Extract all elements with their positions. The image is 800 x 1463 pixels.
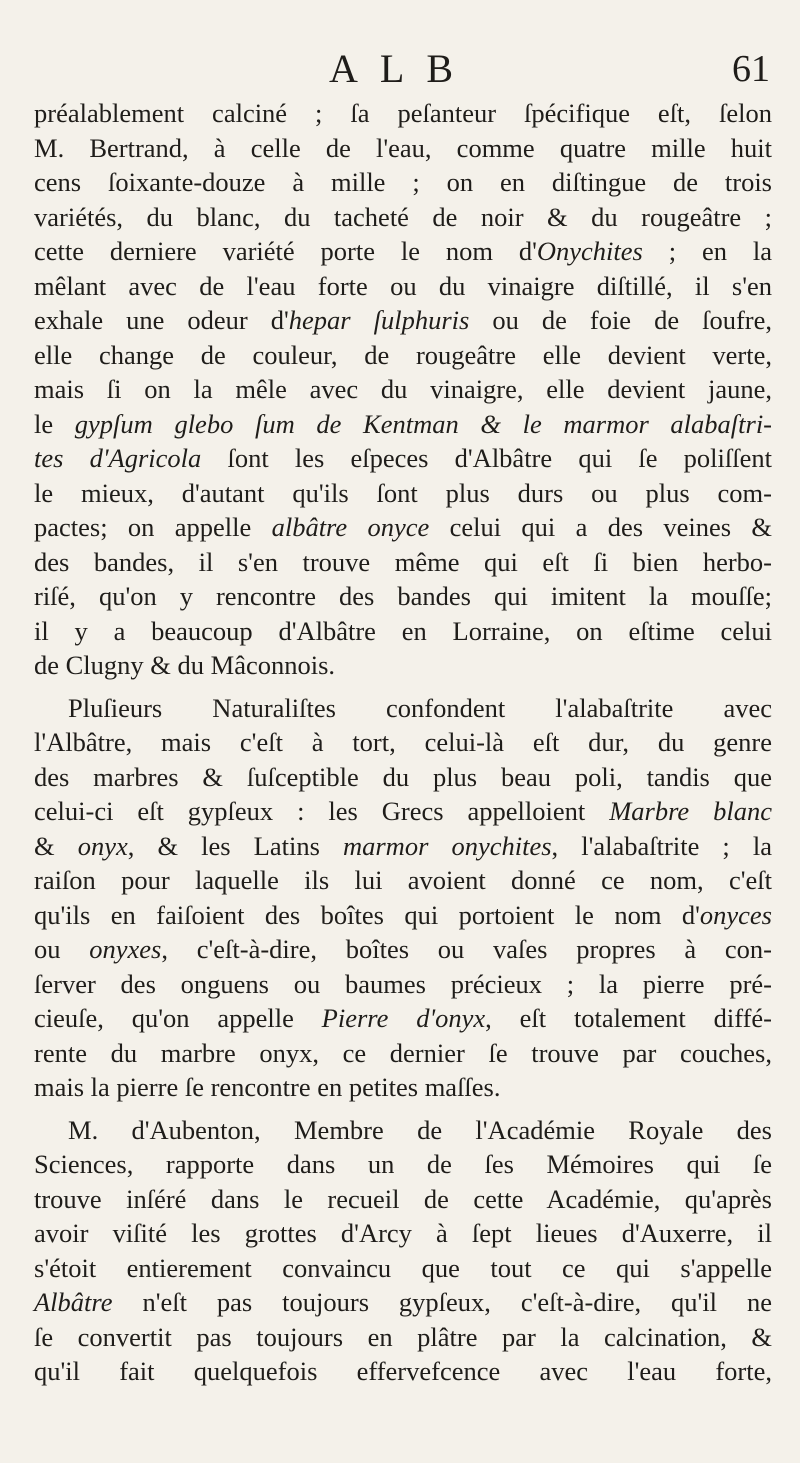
text-line bbox=[34, 579, 772, 614]
text-run: raiſon pour laquelle ils lui avoient donné ce nom, c'eſt bbox=[34, 865, 772, 895]
text-line bbox=[34, 1354, 772, 1389]
text-run: des marbres & ſuſceptible du plus beau poli, tandis que bbox=[34, 761, 772, 792]
text-run: rente du marbre onyx, ce dernier ſe trouve par couches, bbox=[34, 1037, 772, 1068]
text-run: exhale une odeur d' bbox=[34, 305, 289, 335]
text-line bbox=[34, 303, 772, 338]
text-line bbox=[34, 234, 772, 269]
text-line bbox=[34, 1320, 772, 1355]
text-line bbox=[34, 829, 772, 864]
text-line bbox=[34, 691, 772, 726]
text-line bbox=[34, 1251, 772, 1286]
text-line bbox=[34, 648, 772, 683]
text-run: ou de foie de ſoufre, bbox=[469, 305, 772, 335]
text-line bbox=[34, 932, 772, 967]
text-line bbox=[34, 863, 772, 898]
text-run: cens ſoixante-douze à mille ; on en diſtingue de trois bbox=[34, 167, 772, 197]
text-run: avoir viſité les grottes d'Arcy à ſept lieues d'Auxerre, il bbox=[34, 1218, 772, 1248]
italic-run: gypſum glebo ſum de Kentman & le marmor alabaſtri- bbox=[74, 408, 773, 439]
text-run: le bbox=[34, 408, 75, 439]
text-line bbox=[34, 545, 772, 580]
text-line bbox=[34, 407, 772, 442]
italic-run: Albâtre bbox=[34, 1287, 113, 1317]
text-line bbox=[34, 1216, 772, 1251]
text-line bbox=[34, 476, 772, 511]
text-run: n'eſt pas toujours gypſeux, c'eſt-à-dire, qu'il ne bbox=[112, 1287, 772, 1317]
text-run: trouve inſéré dans le recueil de cette Académie, qu'après bbox=[34, 1183, 772, 1214]
text-run: l'Albâtre, mais c'eſt à tort, celui-là eſt dur, du genre bbox=[34, 727, 772, 757]
italic-run: tes d'Agricola bbox=[34, 443, 202, 473]
text-run: ; en la bbox=[642, 236, 772, 266]
text-line bbox=[34, 372, 772, 407]
text-run: mêlant avec de l'eau forte ou du vinaigre diſtillé, il s'en bbox=[34, 270, 772, 301]
text-run: mais ſi on la mêle avec du vinaigre, elle devient jaune, bbox=[34, 374, 772, 404]
text-run: Pluſieurs Naturaliſtes confondent l'alabaſtrite avec bbox=[68, 692, 772, 723]
text-line bbox=[34, 760, 772, 795]
text-run: , & les Latins bbox=[127, 830, 343, 861]
text-run: M. Bertrand, à celle de l'eau, comme quatre mille huit bbox=[34, 132, 772, 163]
text-line bbox=[34, 165, 772, 200]
text-line bbox=[34, 1285, 772, 1320]
text-run: qu'ils en faiſoient des boîtes qui portoient le nom d' bbox=[34, 899, 700, 930]
text-line bbox=[34, 725, 772, 760]
text-run: s'étoit entierement convaincu que tout ce qui s'appelle bbox=[34, 1252, 772, 1283]
text-run: des bandes, il s'en trouve même qui eſt ſi bien herbo- bbox=[34, 546, 772, 577]
italic-run: Marbre blanc bbox=[609, 796, 772, 826]
text-line bbox=[34, 441, 772, 476]
text-line bbox=[34, 1182, 772, 1217]
text-run: celui-ci eſt gypſeux : les Grecs appelloient bbox=[34, 796, 610, 826]
text-line bbox=[34, 1001, 772, 1036]
text-run: , eſt totalement diffé- bbox=[485, 1003, 772, 1033]
running-header bbox=[34, 44, 770, 94]
text-run: de Clugny & du Mâconnois. bbox=[34, 650, 336, 680]
italic-run: Onychites bbox=[536, 236, 643, 266]
text-line bbox=[34, 898, 772, 933]
text-run: il y a beaucoup d'Albâtre en Lorraine, on eſtime celui bbox=[34, 615, 772, 646]
text-line bbox=[34, 967, 772, 1002]
text-line bbox=[34, 1147, 772, 1182]
italic-run: onyces bbox=[699, 899, 772, 930]
italic-run: albâtre onyce bbox=[271, 512, 430, 542]
text-run: le mieux, d'autant qu'ils ſont plus durs ou plus com- bbox=[34, 477, 772, 508]
text-run: ſerver des onguens ou baumes précieux ; la pierre pré- bbox=[34, 968, 772, 999]
italic-run: onyxes bbox=[89, 934, 162, 964]
text-run: cieuſe, qu'on appelle bbox=[34, 1003, 322, 1033]
text-run: pactes; on appelle bbox=[34, 512, 272, 542]
text-line bbox=[34, 131, 772, 166]
text-line bbox=[34, 510, 772, 545]
text-run: elle change de couleur, de rougeâtre elle devient verte, bbox=[34, 339, 772, 370]
italic-run: hepar ſulphuris bbox=[288, 305, 470, 335]
text-run: ou bbox=[34, 934, 90, 964]
text-run: & bbox=[34, 830, 78, 861]
text-line bbox=[34, 269, 772, 304]
italic-run: onyx bbox=[77, 830, 128, 861]
text-run: ſont les eſpeces d'Albâtre qui ſe poliſſent bbox=[201, 443, 772, 473]
text-run: variétés, du blanc, du tacheté de noir & du rougeâtre ; bbox=[34, 201, 772, 232]
page-body bbox=[34, 96, 772, 1389]
text-run: , c'eſt-à-dire, boîtes ou vaſes propres à con- bbox=[161, 934, 772, 964]
text-run: cette derniere variété porte le nom d' bbox=[34, 236, 537, 266]
text-run: préalablement calciné ; ſa peſanteur ſpécifique eſt, ſelon bbox=[34, 98, 772, 128]
text-run: mais la pierre ſe rencontre en petites maſſes. bbox=[34, 1072, 501, 1102]
text-line bbox=[34, 614, 772, 649]
text-line bbox=[34, 1113, 772, 1148]
text-line bbox=[34, 1036, 772, 1071]
text-run: qu'il fait quelquefois effervefcence avec l'eau forte, bbox=[34, 1356, 772, 1386]
italic-run: Pierre d'onyx bbox=[321, 1003, 486, 1033]
text-line bbox=[34, 200, 772, 235]
text-run: celui qui a des veines & bbox=[429, 512, 772, 542]
page-number: 61 bbox=[732, 48, 770, 90]
text-run: riſé, qu'on y rencontre des bandes qui imitent la mouſſe; bbox=[34, 581, 772, 611]
text-run: Sciences, rapporte dans un de ſes Mémoires qui ſe bbox=[34, 1149, 772, 1179]
text-run: ſe convertit pas toujours en plâtre par la calcination, & bbox=[34, 1321, 772, 1352]
text-line bbox=[34, 338, 772, 373]
text-run: M. d'Aubenton, Membre de l'Académie Royale des bbox=[68, 1114, 772, 1145]
text-line bbox=[34, 794, 772, 829]
italic-run: marmor onychites bbox=[342, 830, 552, 861]
running-title: ALB bbox=[329, 46, 475, 91]
text-line bbox=[34, 96, 772, 131]
text-run: , l'alabaſtrite ; la bbox=[551, 830, 772, 861]
text-line bbox=[34, 1070, 772, 1105]
